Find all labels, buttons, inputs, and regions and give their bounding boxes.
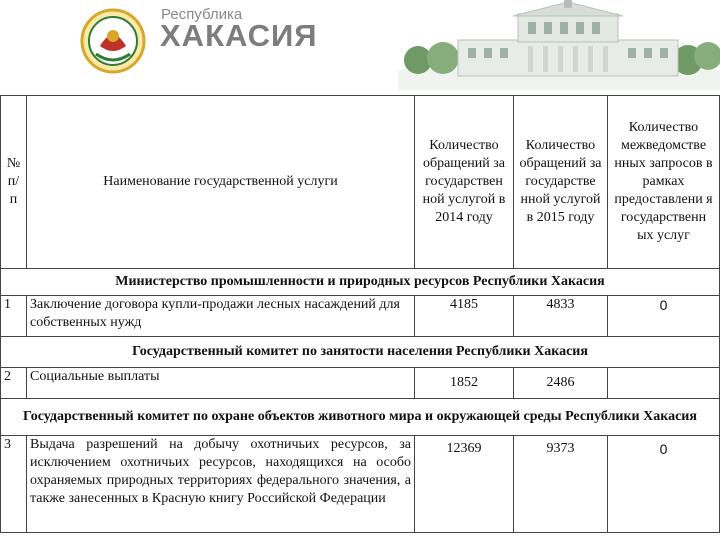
section-row	[1, 399, 720, 436]
count-2014: 1852	[415, 368, 514, 399]
region-caption: Республика	[161, 6, 243, 23]
table-row	[1, 436, 720, 533]
table-header-row	[1, 96, 720, 269]
count-2015: 4833	[514, 296, 608, 337]
services-table	[0, 95, 720, 533]
column-header-2014: Количество обращений за государствен ной услугой в 2014 году	[415, 96, 514, 269]
count-2014: 12369	[415, 436, 514, 533]
coat-of-arms-icon	[78, 6, 148, 76]
service-name: Заключение договора купли-продажи лесных насаждений для собственных нужд	[27, 296, 415, 337]
column-header-2015: Количество обращений за государстве нной услугой в 2015 году	[514, 96, 608, 269]
column-header-service-name: Наименование государственной услуги	[27, 96, 415, 269]
row-number: 3	[1, 436, 27, 533]
row-number: 1	[1, 296, 27, 337]
region-title: ХАКАСИЯ	[160, 18, 318, 53]
table-row	[1, 368, 720, 399]
column-header-number: № п/ п	[1, 96, 27, 269]
interagency-requests	[608, 368, 720, 399]
table-row	[1, 296, 720, 337]
site-header	[0, 0, 720, 90]
government-building-icon	[398, 0, 720, 90]
column-header-interagency: Количество межведомстве нных запросов в рамках предоставлени я государственн ых услуг	[608, 96, 720, 269]
row-number: 2	[1, 368, 27, 399]
section-row	[1, 337, 720, 368]
service-name: Выдача разрешений на добычу охотничьих ресурсов, за исключением охотничьих ресурсов, находящихся на особо охраняемых природных территориях федерального значения, а также занесенных в Красную книгу Российской Федерации	[27, 436, 415, 533]
interagency-requests: 0	[608, 296, 720, 337]
count-2015: 9373	[514, 436, 608, 533]
service-name: Социальные выплаты	[27, 368, 415, 399]
count-2015: 2486	[514, 368, 608, 399]
section-row	[1, 269, 720, 296]
section-title: Министерство промышленности и природных ресурсов Республики Хакасия	[1, 269, 720, 296]
interagency-requests: 0	[608, 436, 720, 533]
section-title: Государственный комитет по занятости населения Республики Хакасия	[1, 337, 720, 368]
section-title: Государственный комитет по охране объектов животного мира и окружающей среды Республики Хакасия	[1, 399, 720, 436]
count-2014: 4185	[415, 296, 514, 337]
